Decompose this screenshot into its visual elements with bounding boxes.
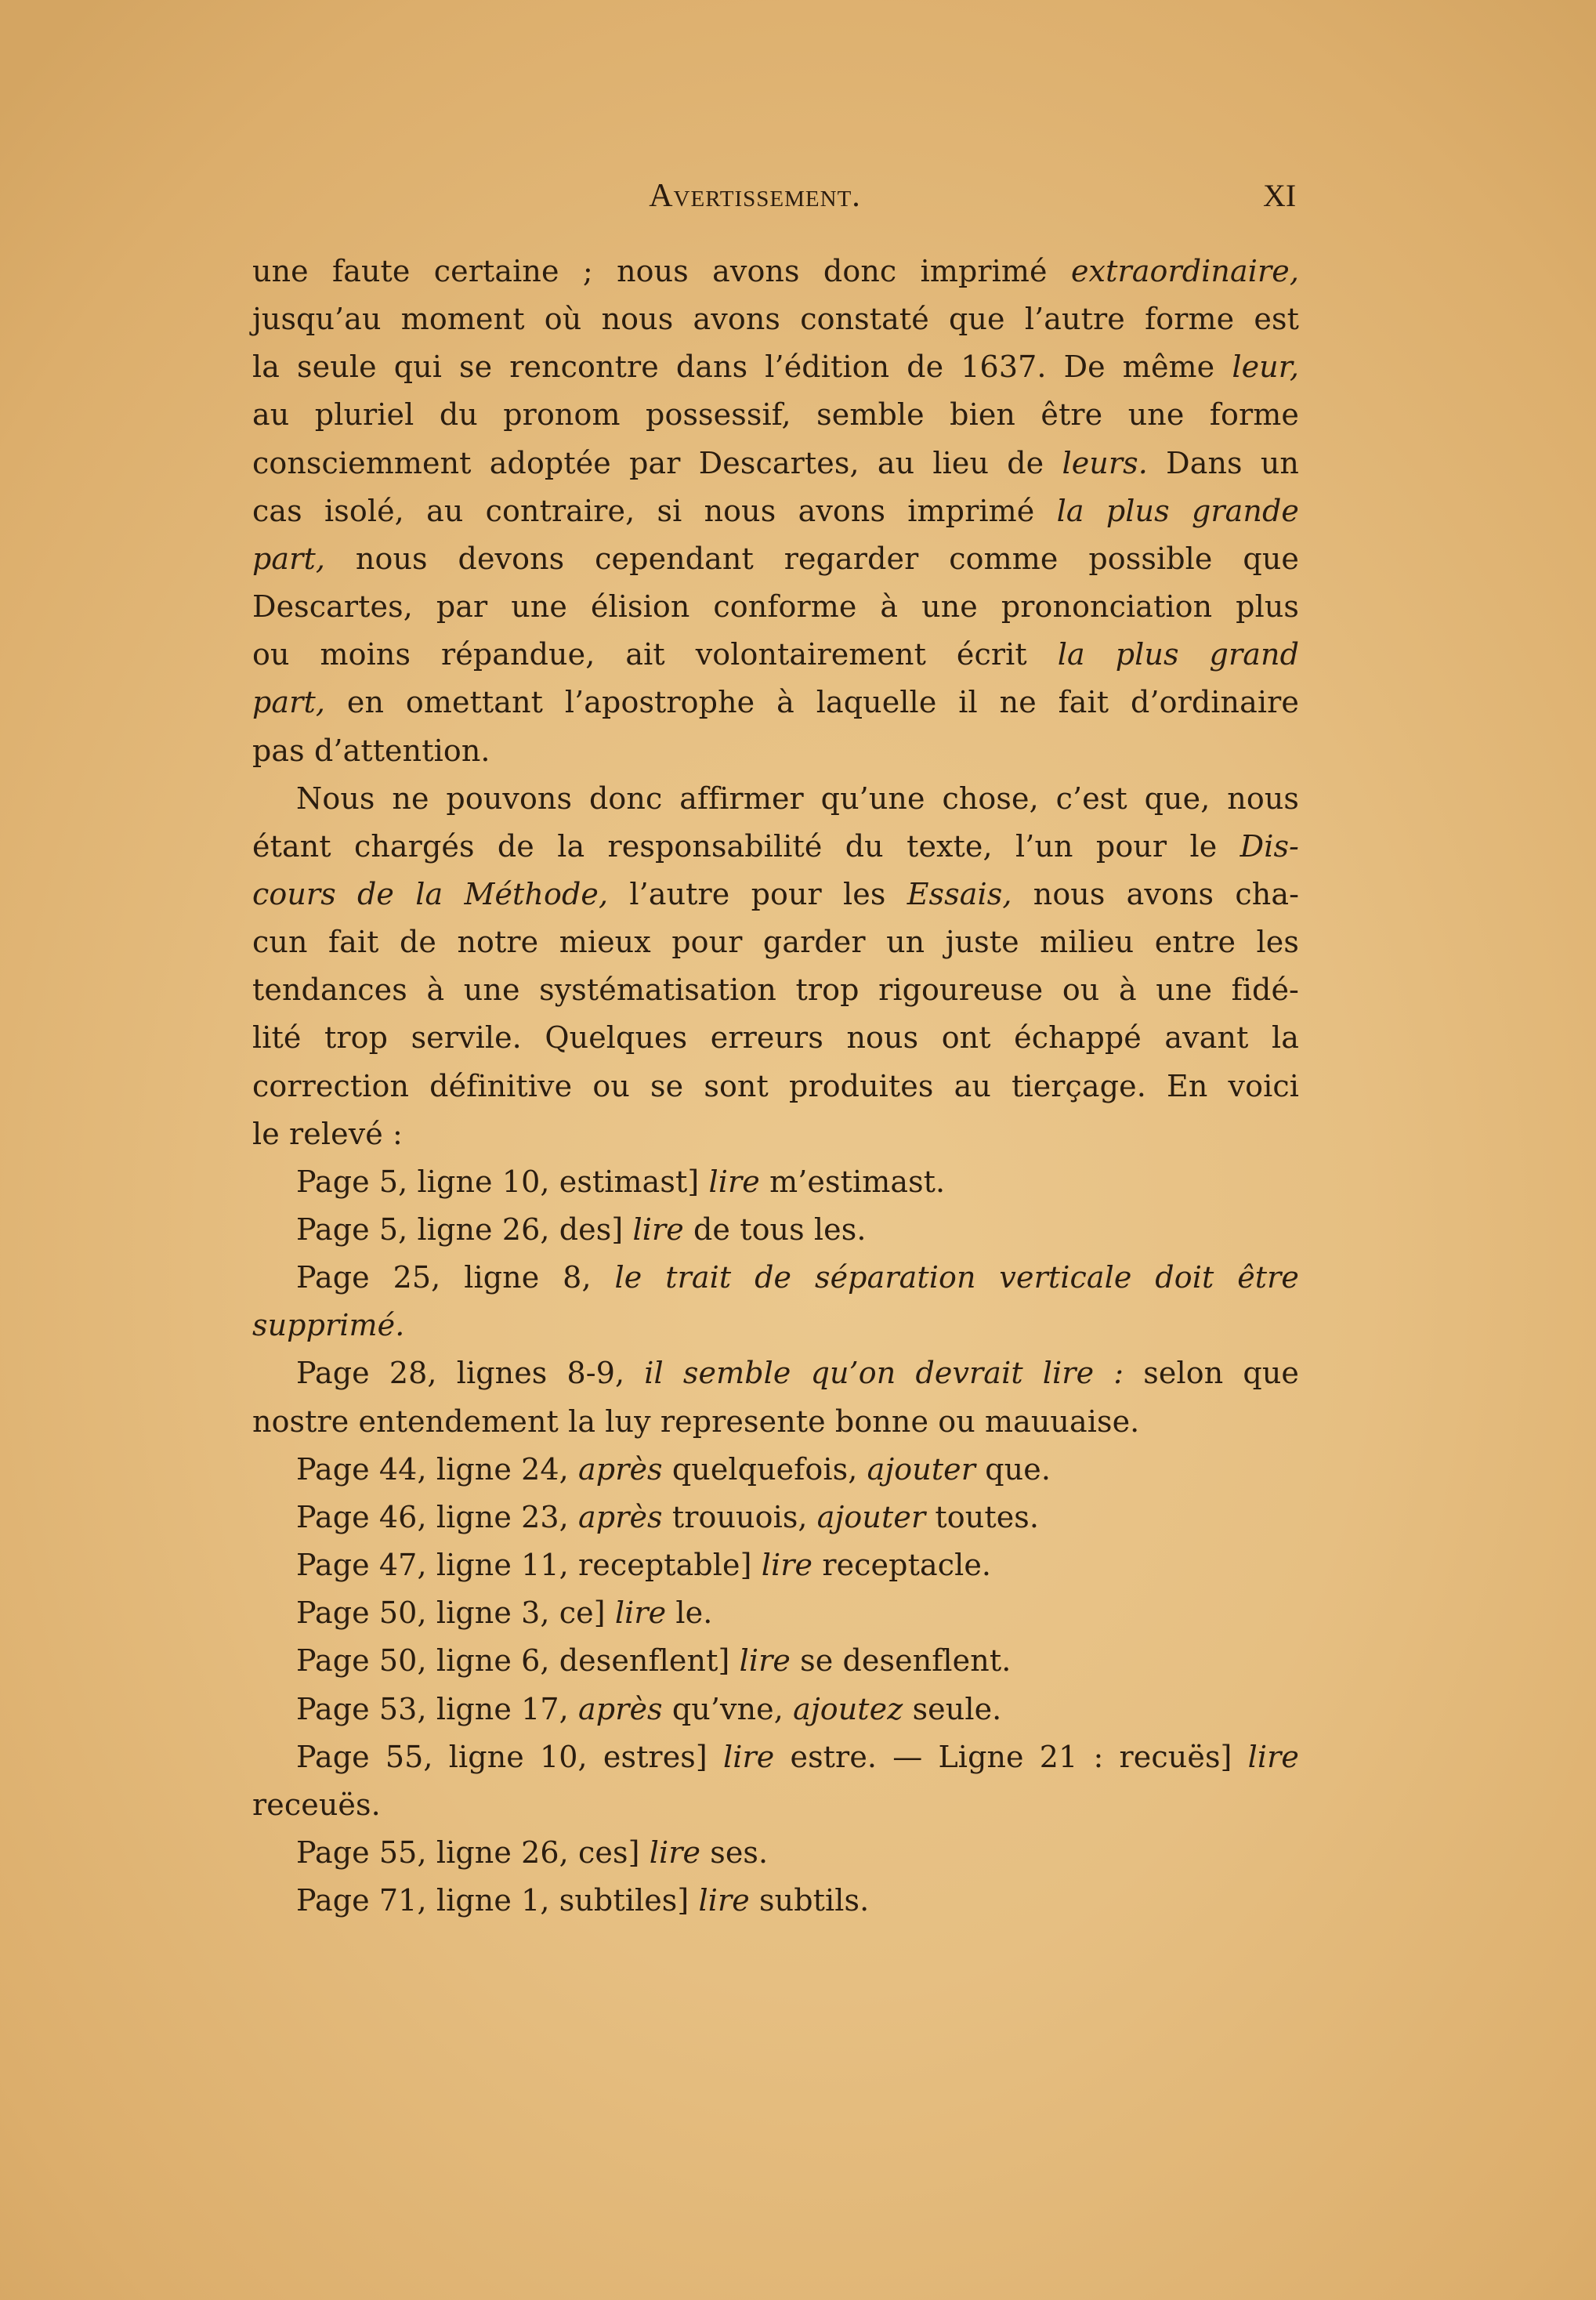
text-run: correction définitive ou se sont produites au tierçage. En voici [252, 1068, 1299, 1103]
text-run: Page 50, ligne 6, desenflent] [296, 1643, 740, 1679]
text-run: lité trop servile. Quelques erreurs nous ont échappé avant la [252, 1020, 1299, 1056]
text-line [252, 729, 1299, 773]
text-run: tendances à une systématisation trop rigoureuse ou à une fidé- [252, 973, 1299, 1008]
text-line [252, 1400, 1299, 1443]
italic-run: lire [698, 1883, 750, 1918]
italic-run: après [578, 1691, 663, 1726]
text-run: Page 71, ligne 1, subtiles] [296, 1883, 699, 1918]
text-run: subtils. [749, 1883, 870, 1918]
text-line [252, 1447, 1299, 1491]
text-run: le relevé : [252, 1116, 403, 1151]
text-line [252, 1160, 1299, 1204]
text-line [252, 1878, 1299, 1922]
italic-run: Essais, [907, 876, 1012, 911]
italic-run: le trait de séparation verticale doit être [614, 1260, 1300, 1295]
text-line [252, 1303, 1299, 1347]
text-run: Page 28, lignes 8-9, [296, 1356, 645, 1391]
text-run: l’autre pour les [608, 876, 907, 911]
text-line [252, 441, 1299, 485]
italic-run: ajouter [816, 1499, 926, 1534]
italic-run: lire [1247, 1739, 1299, 1774]
text-line [252, 680, 1299, 724]
text-run: une faute certaine ; nous avons donc imprimé [252, 254, 1071, 288]
text-line [252, 1783, 1299, 1827]
text-line [252, 585, 1299, 628]
text-run: se desenflent. [790, 1643, 1012, 1679]
text-line [252, 1064, 1299, 1108]
italic-run: lire [722, 1739, 775, 1774]
text-line [252, 249, 1299, 293]
text-line [252, 1831, 1299, 1874]
text-run: Page 5, ligne 10, estimast] [296, 1164, 709, 1199]
text-run: seule. [903, 1691, 1002, 1726]
text-run: Nous ne pouvons donc affirmer qu’une chose, c’est que, nous [296, 781, 1299, 816]
text-run: receptacle. [812, 1548, 992, 1583]
italic-run: la plus grand [1057, 637, 1299, 672]
text-line [252, 345, 1299, 389]
italic-run: lire [649, 1835, 701, 1870]
text-line [252, 393, 1299, 436]
italic-run: part, [252, 685, 325, 720]
text-run: de tous les. [683, 1212, 867, 1247]
text-run: nostre entendement la luy represente bonne ou mauuaise. [252, 1404, 1140, 1439]
italic-run: lire [708, 1164, 760, 1199]
text-line [252, 632, 1299, 676]
text-line [252, 1016, 1299, 1059]
text-line [252, 1591, 1299, 1635]
page-number: XI [1263, 178, 1297, 213]
italic-run: ajouter [867, 1451, 976, 1487]
text-run: ses. [700, 1835, 769, 1870]
text-line [252, 968, 1299, 1012]
text-line [252, 920, 1299, 964]
italic-run: supprimé. [252, 1308, 405, 1343]
italic-run: après [578, 1499, 663, 1534]
text-run: m’estimast. [759, 1164, 946, 1199]
text-line [252, 824, 1299, 868]
text-run: receuës. [252, 1787, 381, 1822]
text-line [252, 1351, 1299, 1395]
italic-run: la plus grande [1056, 493, 1299, 528]
text-run: au pluriel du pronom possessif, semble bien être une forme [252, 397, 1299, 433]
italic-run: lire [614, 1596, 667, 1631]
text-run: trouuois, [662, 1499, 817, 1534]
text-run: Page 55, ligne 10, estres] [296, 1739, 723, 1774]
italic-run: extraordinaire, [1070, 254, 1299, 288]
text-run: que. [975, 1451, 1051, 1487]
text-line [252, 1543, 1299, 1587]
text-line [252, 1687, 1299, 1731]
text-run: le. [666, 1596, 713, 1631]
text-line [252, 1255, 1299, 1299]
text-run: Page 55, ligne 26, ces] [296, 1835, 650, 1870]
text-line [252, 1112, 1299, 1156]
section-title: Avertissement. [649, 178, 861, 214]
italic-run: après [578, 1451, 663, 1487]
text-run: jusqu’au moment où nous avons constaté que l’autre forme est [252, 302, 1299, 337]
text-run: cun fait de notre mieux pour garder un juste milieu entre les [252, 925, 1299, 960]
text-run: Page 46, ligne 23, [296, 1499, 579, 1534]
italic-run: ajoutez [793, 1691, 903, 1726]
text-run: consciemment adoptée par Descartes, au lieu de [252, 445, 1062, 480]
text-run: quelquefois, [662, 1451, 867, 1487]
text-line [252, 1639, 1299, 1682]
italic-run: lire [739, 1643, 791, 1679]
text-run: Page 50, ligne 3, ce] [296, 1596, 615, 1631]
text-run: nous devons cependant regarder comme possible que [325, 541, 1299, 576]
text-run: Page 25, ligne 8, [296, 1260, 615, 1295]
text-run: pas d’attention. [252, 733, 490, 768]
italic-run: il semble qu’on devrait lire : [644, 1356, 1124, 1391]
text-line [252, 872, 1299, 916]
text-run: Page 5, ligne 26, des] [296, 1212, 633, 1247]
text-run: la seule qui se rencontre dans l’édition de 1637. De même [252, 350, 1232, 385]
text-line [252, 297, 1299, 341]
text-run: étant chargés de la responsabilité du texte, l’un pour le [252, 828, 1240, 864]
text-line [252, 537, 1299, 581]
text-line [252, 1735, 1299, 1779]
text-run: selon que [1124, 1356, 1299, 1391]
text-run: qu’vne, [662, 1691, 794, 1726]
text-run: en omettant l’apostrophe à laquelle il ne fait d’ordinaire [325, 685, 1299, 720]
italic-run: leur, [1232, 350, 1299, 385]
text-run: Page 44, ligne 24, [296, 1451, 579, 1487]
text-run: Page 53, ligne 17, [296, 1691, 579, 1726]
text-run: Page 47, ligne 11, receptable] [296, 1548, 762, 1583]
italic-run: Dis- [1240, 828, 1299, 864]
text-run: estre. — Ligne 21 : recuës] [774, 1739, 1248, 1774]
running-header [0, 177, 1596, 215]
text-line [252, 1495, 1299, 1539]
italic-run: part, [252, 541, 325, 576]
italic-run: leurs. [1062, 445, 1148, 480]
text-run: ou moins répandue, ait volontairement écrit [252, 637, 1058, 672]
text-run: nous avons cha- [1012, 876, 1300, 911]
text-run: cas isolé, au contraire, si nous avons imprimé [252, 493, 1057, 528]
italic-run: lire [761, 1548, 813, 1583]
text-run: toutes. [925, 1499, 1040, 1534]
italic-run: lire [632, 1212, 684, 1247]
text-run: Descartes, par une élision conforme à une prononciation plus [252, 589, 1299, 625]
text-line [252, 489, 1299, 533]
italic-run: cours de la Méthode, [252, 876, 609, 911]
text-line [252, 777, 1299, 820]
text-run: Dans un [1147, 445, 1299, 480]
text-line [252, 1208, 1299, 1251]
